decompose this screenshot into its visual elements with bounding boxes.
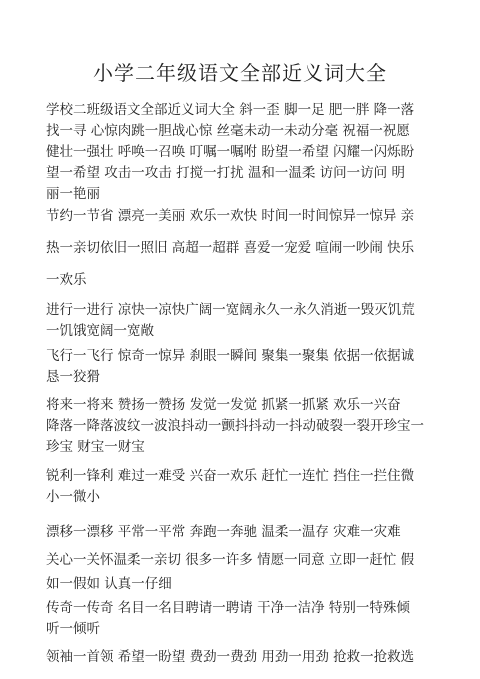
text-line: 健壮一强壮 呼唤一召唤 叮嘱一嘱咐 盼望一希望 闪耀一闪烁盼 [46, 144, 415, 160]
text-line: 节约一节省 漂亮一美丽 欢乐一欢快 时间一时间惊异一惊异 亲 [46, 208, 415, 224]
text-line: 飞行一飞行 惊奇一惊异 刹眼一瞬间 聚集一聚集 依据一依据诚 [46, 348, 415, 364]
text-line: 丽一艳丽 [46, 186, 100, 202]
text-line: 传奇一传奇 名目一名目聘请一聘请 干净一洁净 特别一特殊倾 [46, 600, 410, 616]
text-line: 进行一进行 凉快一凉快广阔一宽阔永久一永久消逝一毁灭饥荒 [46, 302, 415, 318]
paragraph-4 [46, 346, 446, 388]
text-line: 降落一降落波纹一波浪抖动一颤抖抖动一抖动破裂一裂开珍宝一 [46, 418, 424, 434]
text-line: 小一微小 [46, 489, 100, 505]
paragraph-1 [46, 100, 446, 205]
text-line: 热一亲切依旧一照旧 高超一超群 喜爱一宠爱 喧闹一吵闹 快乐 [46, 240, 415, 256]
text-line: 望一希望 攻击一攻击 打搅一打扰 温和一温柔 访问一访问 明 [46, 165, 405, 181]
paragraph-8 [46, 598, 446, 640]
paragraph-6 [46, 466, 446, 508]
paragraph-9 [46, 647, 446, 668]
paragraph-5 [46, 395, 446, 458]
text-line: 听一倾听 [46, 621, 100, 637]
text-line: 珍宝 财宝一财宝 [46, 439, 145, 455]
text-line: 一饥饿宽阔一宽敞 [46, 323, 154, 339]
text-line: 学校二班级语文全部近义词大全 斜一歪 脚一足 肥一胖 降一落 [46, 102, 415, 118]
text-line: 找一寻 心惊肉跳一胆战心惊 丝毫未动一未动分毫 祝福一祝愿 [46, 123, 410, 139]
text-line: 锐利一锋利 难过一难受 兴奋一欢乐 赶忙一连忙 挡住一拦住微 [46, 468, 415, 484]
text-line: 恳一狡猾 [46, 369, 100, 385]
text-line: 关心一关怀温柔一亲切 很多一许多 情愿一同意 立即一赶忙 假 [46, 552, 415, 568]
paragraph-7 [46, 518, 446, 595]
text-line: 如一假如 认真一仔细 [46, 576, 172, 592]
text-line: 将来一将来 赞扬一赞扬 发觉一发觉 抓紧一抓紧 欢乐一兴奋 [46, 397, 401, 413]
text-line: 一欢乐 [46, 272, 87, 288]
text-line: 领袖一首领 希望一盼望 费劲一费劲 用劲一用劲 抢救一抢救选 [46, 649, 415, 665]
paragraph-3 [46, 300, 446, 342]
paragraph-2 [46, 200, 446, 296]
document-title: 小学二年级语文全部近义词大全 [93, 61, 387, 85]
text-line: 漂移一漂移 平常一平常 奔跑一奔驰 温柔一温存 灾难一灾难 [46, 524, 401, 540]
